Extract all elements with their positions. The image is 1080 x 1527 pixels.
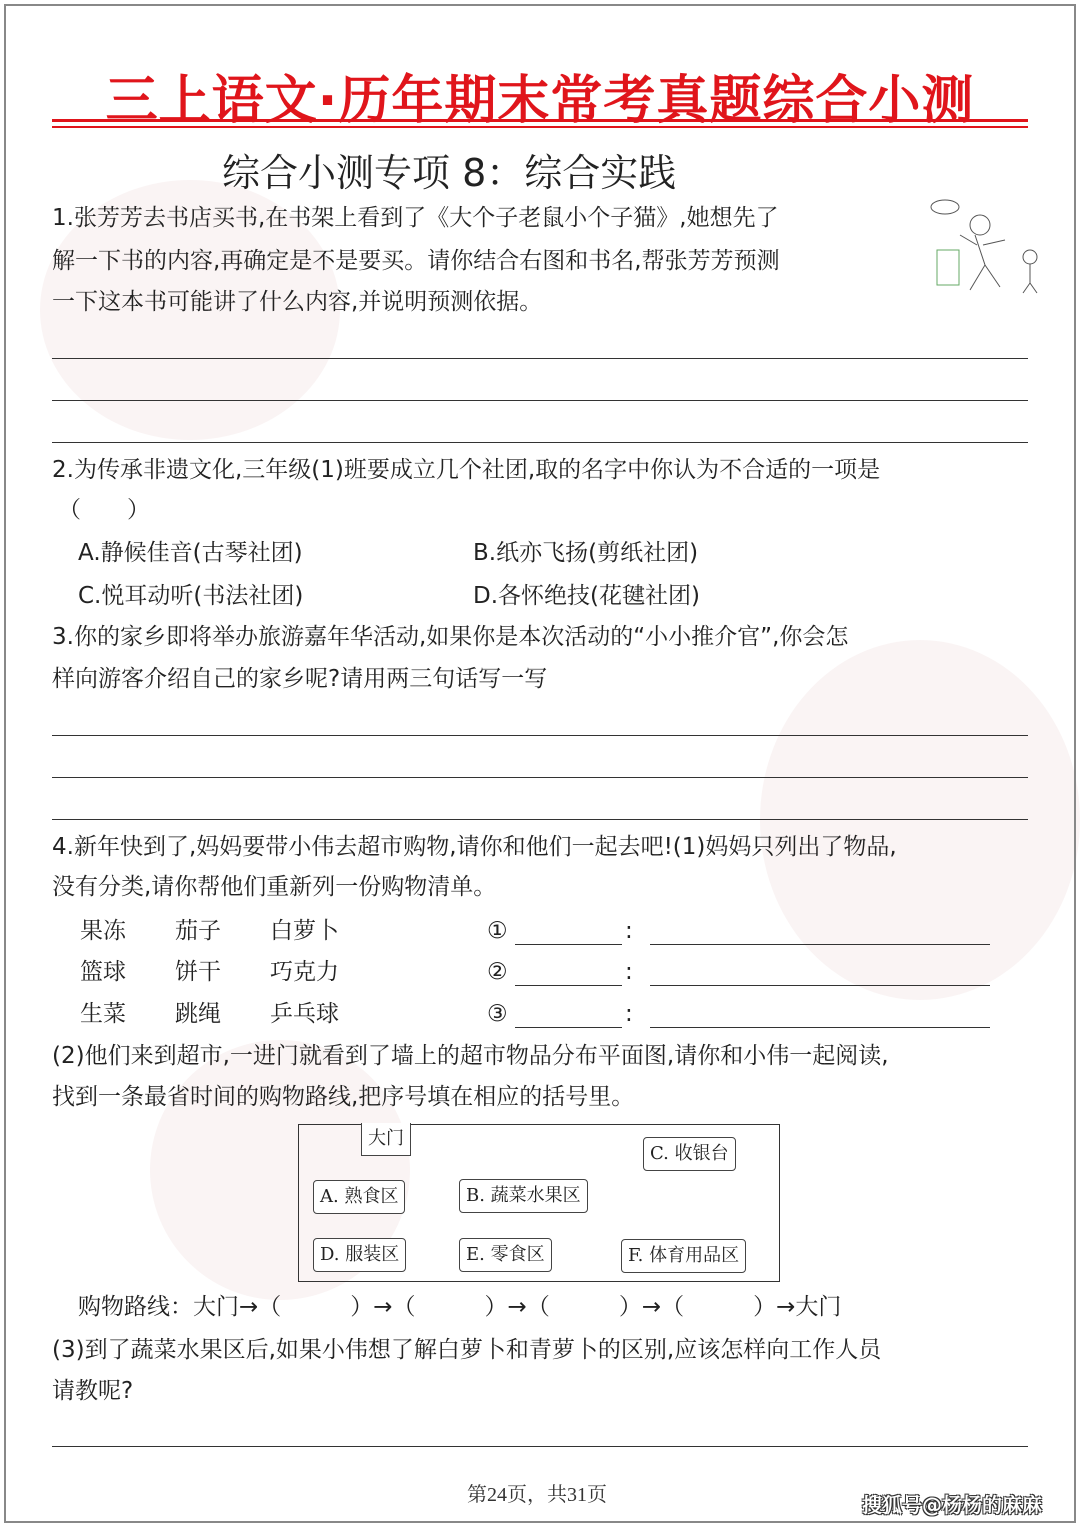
q4-part2-text: (2)他们来到超市,一进门就看到了墙上的超市物品分布平面图,请你和小伟一起阅读, [52,1043,889,1069]
section-subtitle: 综合小测专项 8：综合实践 [222,151,677,195]
supermarket-floor-plan [298,1124,780,1282]
shopping-item: 茄子 [175,918,221,944]
page-number: 第24页，共31页 [467,1484,607,1506]
zone-snacks: E. 零食区 [459,1238,552,1272]
q2-text: 2.为传承非遗文化,三年级(1)班要成立几个社团,取的名字中你认为不合适的一项是 [52,457,881,483]
q1-text: 解一下书的内容,再确定是不是要买。请你结合右图和书名,帮张芳芳预测 [52,248,780,274]
zone-sports: F. 体育用品区 [621,1239,746,1273]
answer-line[interactable] [52,777,1028,778]
q2-answer-bracket[interactable]: （ ） [58,497,150,523]
q4-part3-text: (3)到了蔬菜水果区后,如果小伟想了解白萝卜和青萝卜的区别,应该怎样向工作人员 [52,1337,882,1363]
zone-cashier: C. 收银台 [643,1137,736,1171]
shopping-item: 跳绳 [175,1001,221,1027]
shopping-item: 饼干 [175,959,221,985]
answer-line[interactable] [52,358,1028,359]
answer-line[interactable] [52,442,1028,443]
colon: : [625,1001,633,1027]
q2-option-d: D.各怀绝技(花毽社团) [473,583,700,609]
zone-entrance: 大门 [361,1123,411,1156]
title-underline [52,119,1028,122]
q4-text: 没有分类,请你帮他们重新列一份购物清单。 [52,874,497,900]
category-blank[interactable] [515,944,622,945]
blank-number: ③ [487,1001,508,1027]
items-blank[interactable] [650,944,990,945]
q4-part3-text: 请教呢? [52,1378,134,1404]
colon: : [625,959,633,985]
blank-number: ② [487,959,508,985]
shopping-item: 果冻 [80,918,126,944]
items-blank[interactable] [650,1027,990,1028]
q2-option-c: C.悦耳动听(书法社团) [78,583,304,609]
items-blank[interactable] [650,985,990,986]
q4-text: 4.新年快到了,妈妈要带小伟去超市购物,请你和他们一起去吧!(1)妈妈只列出了物品, [52,834,897,860]
answer-line[interactable] [52,819,1028,820]
answer-line[interactable] [52,735,1028,736]
page-title: 三上语文·历年期末常考真题综合小测 [105,71,975,131]
zone-produce: B. 蔬菜水果区 [459,1179,588,1213]
q3-text: 样向游客介绍自己的家乡呢?请用两三句话写一写 [52,666,548,692]
watermark: 搜狐号@杨杨的麻麻 [862,1493,1042,1517]
category-blank[interactable] [515,985,622,986]
q3-text: 3.你的家乡即将举办旅游嘉年华活动,如果你是本次活动的“小小推介官”,你会怎 [52,624,849,650]
shopping-item: 白萝卜 [270,918,339,944]
q1-text: 一下这本书可能讲了什么内容,并说明预测依据。 [52,289,543,315]
colon: : [625,918,633,944]
title-underline [52,126,1028,128]
q4-part2-text: 找到一条最省时间的购物路线,把序号填在相应的括号里。 [52,1084,635,1110]
shopping-item: 篮球 [80,959,126,985]
zone-deli: A. 熟食区 [313,1180,405,1214]
q2-option-a: A.静候佳音(古琴社团) [78,540,303,566]
q2-option-b: B.纸亦飞扬(剪纸社团) [473,540,699,566]
shopping-route[interactable]: 购物路线：大门→（ ）→（ ）→（ ）→（ ）→大门 [78,1294,842,1320]
blank-number: ① [487,918,508,944]
zone-clothing: D. 服装区 [313,1238,406,1272]
category-blank[interactable] [515,1027,622,1028]
shopping-item: 巧克力 [270,959,339,985]
mouse-cat-illustration [925,195,1055,300]
answer-line[interactable] [52,400,1028,401]
shopping-item: 生菜 [80,1001,126,1027]
q1-text: 1.张芳芳去书店买书,在书架上看到了《大个子老鼠小个子猫》,她想先了 [52,205,779,231]
answer-line[interactable] [52,1446,1028,1447]
shopping-item: 乒乓球 [270,1001,339,1027]
